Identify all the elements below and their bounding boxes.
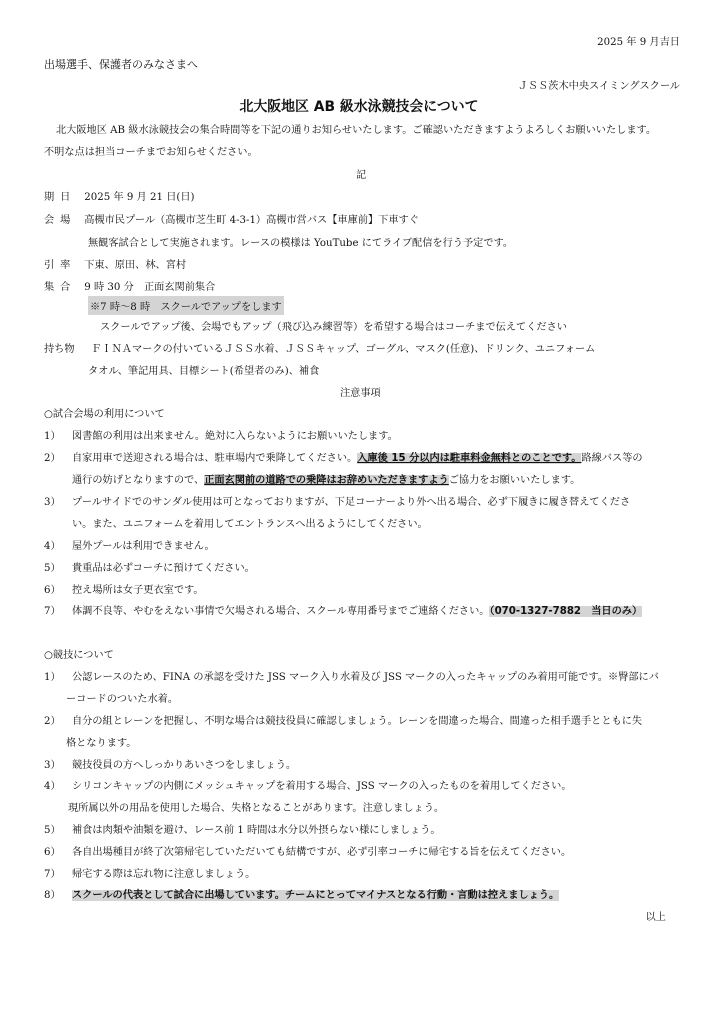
section2-heading: ○競技について: [44, 650, 114, 661]
venue-value: 高槻市民プール（高槻市芝生町 4-3-1）高槻市営バス【車庫前】下車すぐ: [84, 215, 419, 226]
document-title: 北大阪地区 AB 級水泳競技会について: [239, 99, 479, 115]
venue-label: 会場: [44, 215, 77, 226]
list-item-cont: 通行の妨げとなりますので、正面玄関前の道路での乗降はお辞めいただきますようご協力をお願いいたします。: [72, 475, 581, 486]
list-item: 3） 競技役員の方へしっかりあいさつをしましょう。: [44, 760, 297, 771]
gather-note-2: スクールでアップ後、会場でもアップ（飛び込み練習等）を希望する場合はコーチまで伝えてください: [100, 322, 567, 333]
detail-gather: [44, 278, 215, 293]
notes-heading: 注意事項: [340, 388, 381, 399]
gather-note: ※7 時～8 時 スクールでアップをします: [88, 296, 284, 315]
detail-lead: [44, 256, 186, 271]
list-item: 8） スクールの代表として試合に出場しています。チームにとってマイナスとなる行動・言動は控えましょう。: [44, 890, 560, 901]
list-item: 2） 自分の組とレーンを把握し、不明な場合は競技役員に確認しましょう。レーンを間違った場合、間違った相手選手とともに失: [44, 716, 643, 727]
list-item: 3） プールサイドでのサンダル使用は可となっておりますが、下足コーナーより外へ出る場合、必ず下履きに履き替えてくださ: [44, 497, 631, 508]
list-item-cont: 格となります。: [66, 738, 137, 749]
list-item: 1） 公認レースのため、FINA の承認を受けた JSS マーク入り水着及び JSS マークの入ったキャップのみ着用可能です。※臀部にバ: [44, 672, 659, 683]
lead-label: 引率: [44, 260, 77, 271]
list-item-cont: ーコードのついた水着。: [66, 694, 179, 705]
highlight-parking: 入庫後 15 分以内は駐車料金無料とのことです。: [357, 453, 582, 464]
list-item: 4） シリコンキャップの内側にメッシュキャップを着用する場合、JSS マークの入ったものを着用してください。: [44, 781, 572, 792]
list-item: 4） 屋外プールは利用できません。: [44, 541, 215, 552]
list-item: 6） 各自出場種目が終了次第帰宅していただいても結構ですが、必ず引率コーチに帰宅する旨を伝えてください。: [44, 847, 572, 858]
items-label: 持ち物: [44, 344, 75, 355]
list-item: 2） 自家用車で送迎される場合は、駐車場内で乗降してください。入庫後 15 分以内は駐車料金無料とのことです。路線バス等の: [44, 453, 643, 464]
list-item: 1） 図書館の利用は出来ません。絶対に入らないようにお願いいたします。: [44, 431, 398, 442]
list-item: 5） 補食は肉類や油類を避け、レース前 1 時間は水分以外摂らない様にしましょう。: [44, 825, 441, 836]
date-label: 期日: [44, 192, 77, 203]
list-item-cont: い。また、ユニフォームを着用してエントランスへ出るようにしてください。: [72, 519, 428, 530]
highlight-no-dropoff: 正面玄関前の道路での乗降はお辞めいただきますよう: [204, 475, 449, 486]
intro-line-2: 不明な点は担当コーチまでお知らせください。: [44, 147, 258, 158]
list-item: 7） 体調不良等、やむをえない事情で欠場される場合、スクール専用番号までご連絡ください。（070-1327-7882 当日のみ）: [44, 606, 643, 617]
venue-note: 無観客試合として実施されます。レースの模様は YouTube にてライブ配信を行う予定です。: [88, 238, 514, 249]
list-item: 5） 貴重品は必ずコーチに預けてください。: [44, 563, 255, 574]
lead-value: 下東、原田、林、宮村: [84, 260, 187, 271]
gather-label: 集合: [44, 282, 77, 293]
ki-marker: 記: [356, 170, 367, 181]
gather-value: 9 時 30 分 正面玄関前集合: [84, 282, 216, 293]
list-item: 6） 控え場所は女子更衣室です。: [44, 585, 204, 596]
items-line-2: タオル、筆記用具、目標シート(希望者のみ)、補食: [88, 366, 320, 377]
highlight-phone: （070-1327-7882 当日のみ）: [489, 606, 643, 617]
document-date: 2025 年 9 月吉日: [597, 37, 680, 48]
closing: 以上: [645, 912, 666, 923]
intro-line-1: 北大阪地区 AB 級水泳競技会の集合時間等を下記の通りお知らせいたします。ご確認いただきますようよろしくお願いいたします。: [56, 125, 657, 136]
list-item-cont: 現所属以外の用品を使用した場合、失格となることがあります。注意しましょう。: [68, 803, 445, 814]
addressee: 出場選手、保護者のみなさまへ: [44, 58, 198, 71]
sender: ＪＳＳ茨木中央スイミングスクール: [517, 81, 680, 92]
detail-venue: [44, 211, 419, 226]
items-line-1: ＦＩＮＡマークの付いているＪＳＳ水着、ＪＳＳキャップ、ゴーグル、マスク(任意)、ドリンク、ユニフォーム: [91, 344, 596, 355]
list-item: 7） 帰宅する際は忘れ物に注意しましょう。: [44, 869, 256, 880]
date-value: 2025 年 9 月 21 日(日): [84, 192, 195, 203]
section1-heading: ○試合会場の利用について: [44, 409, 165, 420]
detail-date: [44, 188, 195, 203]
highlight-conduct: スクールの代表として試合に出場しています。チームにとってマイナスとなる行動・言動は控えましょう。: [72, 890, 560, 901]
detail-items: [44, 340, 595, 355]
